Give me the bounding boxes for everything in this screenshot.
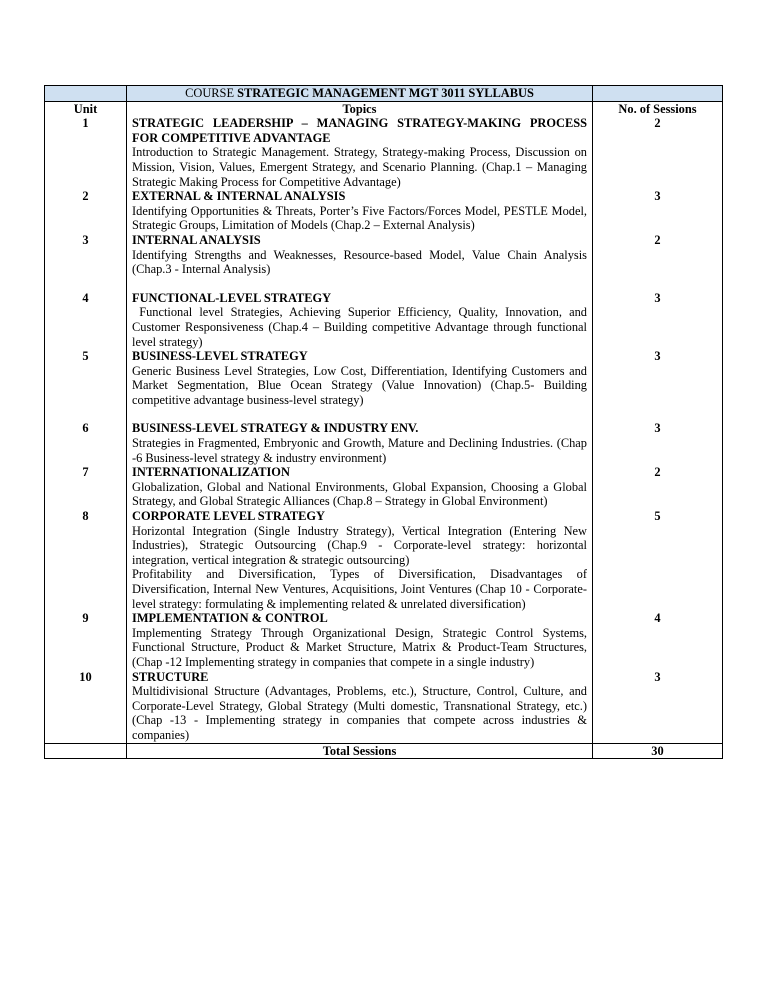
- unit-topic: [127, 421, 593, 465]
- unit-sessions: 3: [593, 349, 723, 421]
- unit-heading: INTERNAL ANALYSIS: [132, 232, 261, 247]
- unit-number: 9: [45, 611, 127, 669]
- unit-row: [45, 189, 723, 233]
- course-title-bold: STRATEGIC MANAGEMENT MGT 3011 SYLLABUS: [237, 86, 534, 100]
- unit-description: Globalization, Global and National Environments, Global Expansion, Choosing a Global Strategy, and Global Strategic Alliances (Chap.8 – Strategy in Global Environment): [132, 479, 587, 509]
- total-row: [45, 743, 723, 759]
- unit-sessions: 4: [593, 611, 723, 669]
- unit-description: Horizontal Integration (Single Industry Strategy), Vertical Integration (Entering New Industries), Strategic Outsourcing (Chap.9 - Corporate-level strategy: horizontal integration, vertical integration & strategic outsourcing): [132, 523, 587, 567]
- unit-sessions: 3: [593, 421, 723, 465]
- unit-row: [45, 670, 723, 743]
- unit-topic: [127, 611, 593, 669]
- unit-description: Strategies in Fragmented, Embryonic and Growth, Mature and Declining Industries. (Chap -6 Business-level strategy & industry environment): [132, 436, 587, 465]
- unit-topic: [127, 349, 593, 421]
- unit-sessions: 3: [593, 291, 723, 349]
- unit-heading: INTERNATIONALIZATION: [132, 465, 290, 480]
- unit-number: 3: [45, 233, 127, 291]
- header-unit: Unit: [45, 101, 127, 116]
- unit-description: Generic Business Level Strategies, Low Cost, Differentiation, Identifying Customers and Market Segmentation, Blue Ocean Strategy (Value Innovation) (Chap.5- Building competitive advantage business-level strategy): [132, 363, 587, 407]
- unit-topic: [127, 291, 593, 349]
- unit-sessions: 5: [593, 509, 723, 611]
- unit-description-continued: Profitability and Diversification, Types of Diversification, Disadvantages of Diversification, Internal New Ventures, Acquisitions, Joint Ventures (Chap 10 - Corporate-level strategy: formulating & implementing related & unrelated diversification): [132, 567, 587, 611]
- unit-row: [45, 611, 723, 669]
- unit-sessions: 3: [593, 670, 723, 743]
- unit-topic: [127, 233, 593, 291]
- header-topics: Topics: [127, 101, 593, 116]
- header-row: [45, 101, 723, 116]
- unit-number: 6: [45, 421, 127, 465]
- unit-row: [45, 465, 723, 509]
- unit-row: [45, 349, 723, 421]
- unit-number: 8: [45, 509, 127, 611]
- unit-sessions: 3: [593, 189, 723, 233]
- unit-heading: CORPORATE LEVEL STRATEGY: [132, 509, 326, 524]
- course-title: COURSE STRATEGIC MANAGEMENT MGT 3011 SYLLABUS: [127, 86, 593, 102]
- unit-description: Multidivisional Structure (Advantages, Problems, etc.), Structure, Control, Culture, and Corporate-Level Strategy, Global Strategy (Multi domestic, Transnational Strategy, etc.) (Chap -13 - Implementing strategy in companies that compete across industries & companies): [132, 684, 587, 742]
- unit-description: Functional level Strategies, Achieving Superior Efficiency, Quality, Innovation, and Customer Responsiveness (Chap.4 – Building competitive Advantage through functional level strategy): [132, 305, 591, 349]
- header-sessions: No. of Sessions: [593, 101, 723, 116]
- unit-description: Identifying Opportunities & Threats, Porter’s Five Factors/Forces Model, PESTLE Model, Strategic Groups, Limitation of Models (Chap.2 – External Analysis): [132, 203, 587, 233]
- unit-number: 4: [45, 291, 127, 349]
- unit-topic: [127, 670, 593, 743]
- unit-row: [45, 291, 723, 349]
- unit-row: [45, 421, 723, 465]
- unit-number: 5: [45, 349, 127, 421]
- unit-number: 2: [45, 189, 127, 233]
- unit-heading: STRUCTURE: [132, 669, 209, 684]
- unit-sessions: 2: [593, 116, 723, 189]
- unit-heading: EXTERNAL & INTERNAL ANALYSIS: [132, 189, 346, 204]
- unit-topic: [127, 116, 593, 189]
- unit-row: [45, 509, 723, 611]
- unit-heading: BUSINESS-LEVEL STRATEGY & INDUSTRY ENV.: [132, 421, 419, 436]
- unit-row: [45, 233, 723, 291]
- unit-heading: IMPLEMENTATION & CONTROL: [132, 611, 328, 626]
- syllabus-table: [44, 85, 723, 759]
- unit-description: Identifying Strengths and Weaknesses, Resource-based Model, Value Chain Analysis (Chap.3 - Internal Analysis): [132, 247, 587, 277]
- title-row: [45, 86, 723, 102]
- unit-heading: FUNCTIONAL-LEVEL STRATEGY: [132, 290, 332, 305]
- unit-number: 7: [45, 465, 127, 509]
- unit-heading: STRATEGIC LEADERSHIP – MANAGING STRATEGY-MAKING PROCESS FOR COMPETITIVE ADVANTAGE: [132, 116, 587, 145]
- total-label: Total Sessions: [127, 743, 593, 759]
- total-value: 30: [593, 743, 723, 759]
- unit-row: [45, 116, 723, 189]
- unit-description: Implementing Strategy Through Organizational Design, Strategic Control Systems, Functional Structure, Product & Market Structure, Matrix & Product-Team Structures, (Chap -12 Implementing strategy in companies that compete in a single industry): [132, 625, 587, 669]
- unit-number: 10: [45, 670, 127, 743]
- unit-sessions: 2: [593, 233, 723, 291]
- unit-heading: BUSINESS-LEVEL STRATEGY: [132, 349, 308, 364]
- unit-topic: [127, 465, 593, 509]
- unit-topic: [127, 509, 593, 611]
- unit-topic: [127, 189, 593, 233]
- unit-sessions: 2: [593, 465, 723, 509]
- unit-number: 1: [45, 116, 127, 189]
- unit-description: Introduction to Strategic Management. Strategy, Strategy-making Process, Discussion on Mission, Vision, Values, Emergent Strategy, and Scenario Planning. (Chap.1 – Managing Strategic Making Process for Competitive Advantage): [132, 145, 587, 189]
